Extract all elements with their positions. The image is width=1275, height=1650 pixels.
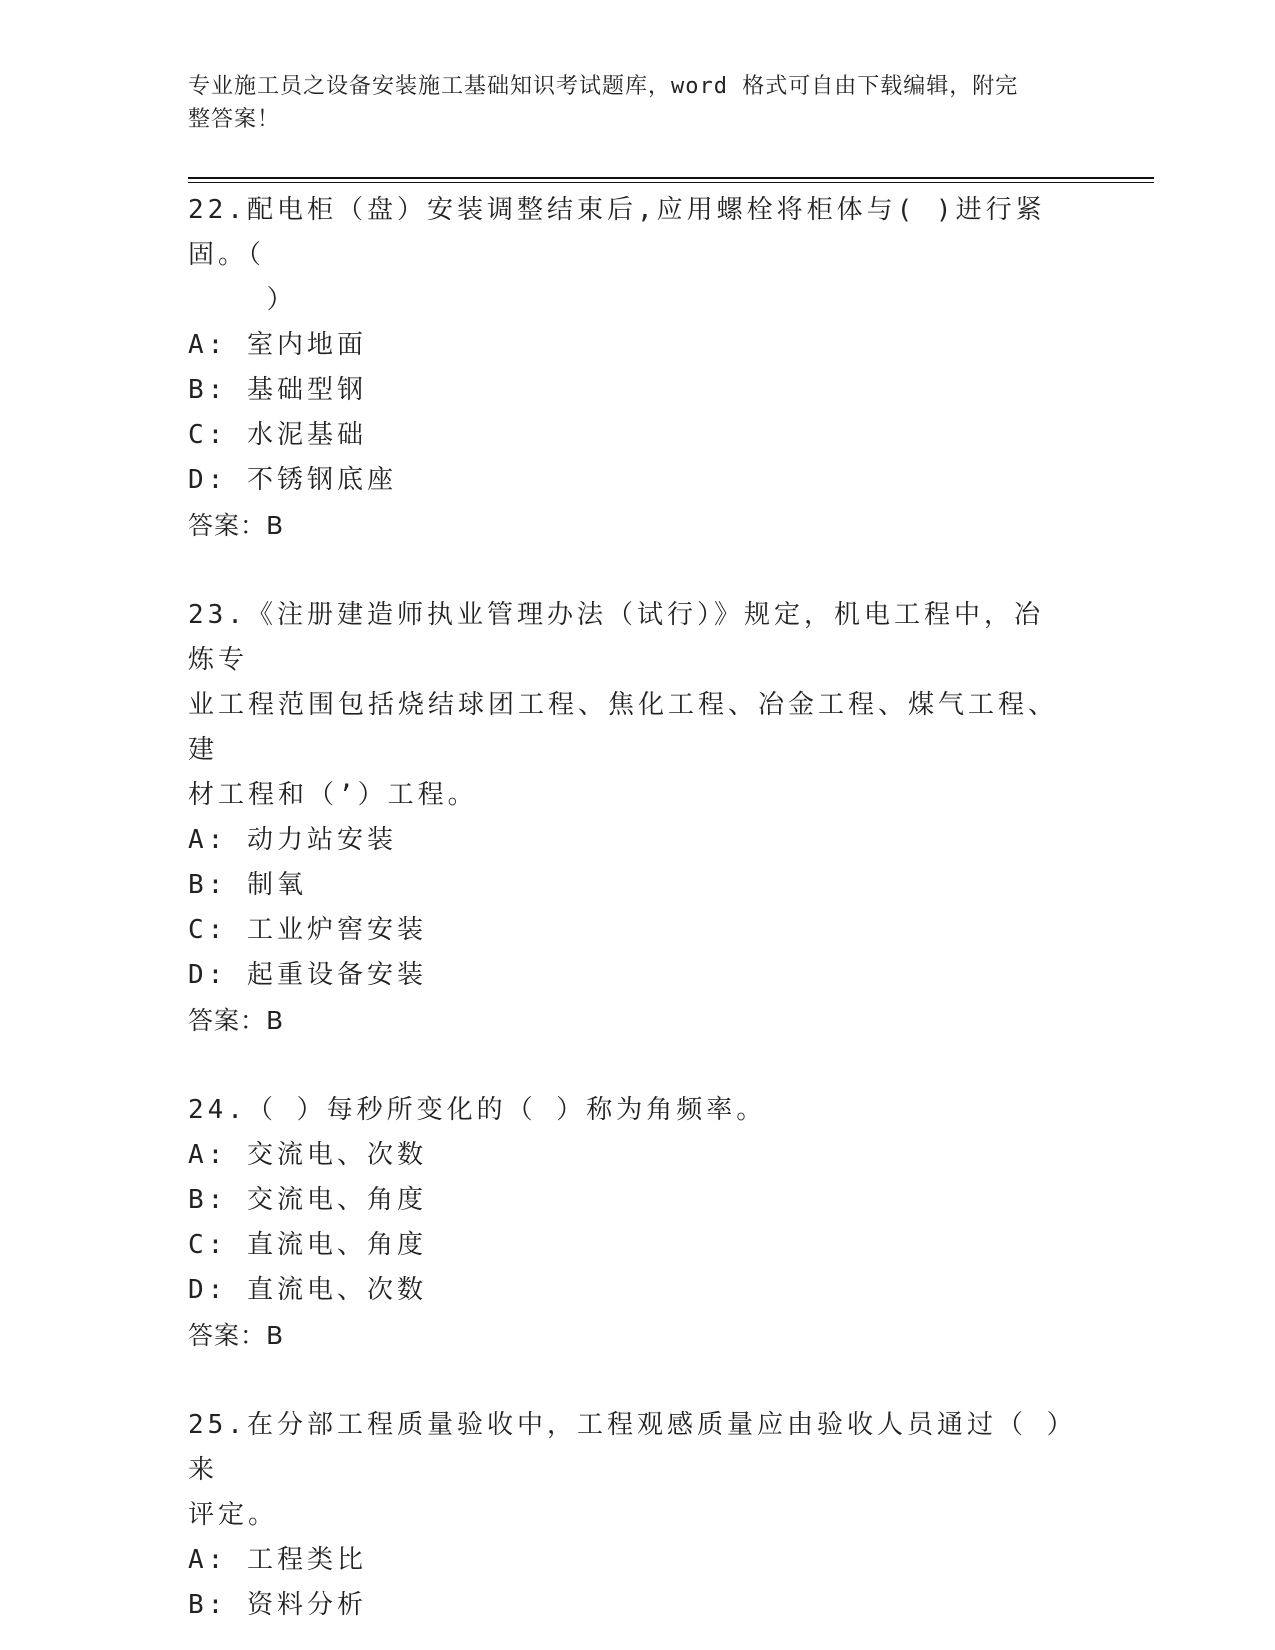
- option-b: B: 资料分析: [188, 1590, 367, 1620]
- option-b: B: 基础型钢: [188, 375, 367, 405]
- option-c: C: 直流电、角度: [188, 1230, 427, 1260]
- question-text: 24.（ ）每秒所变化的（ ）称为角频率。: [188, 1095, 767, 1125]
- option-c: C: 工业炉窖安装: [188, 915, 427, 945]
- option-c: C: 水泥基础: [188, 420, 367, 450]
- question-text: 25.在分部工程质量验收中，工程观感质量应由验收人员通过（ ）来: [188, 1410, 1064, 1485]
- question-23: [188, 593, 1068, 1043]
- option-d: D: 直流电、次数: [188, 1275, 427, 1305]
- option-b: B: 交流电、角度: [188, 1185, 427, 1215]
- option-d: D: 起重设备安装: [188, 960, 427, 990]
- option-a: A: 工程类比: [188, 1545, 367, 1575]
- option-a: A: 室内地面: [188, 330, 367, 360]
- question-text-continued: 评定。: [188, 1500, 279, 1530]
- question-22: [188, 188, 1068, 548]
- answer: 答案：B: [188, 1321, 285, 1350]
- spacer: [188, 1043, 1068, 1088]
- header-line-2: 整答案！: [188, 107, 281, 132]
- question-list: [188, 188, 1068, 1628]
- question-text: 23.《注册建造师执业管理办法（试行）》规定，机电工程中，冶炼专: [188, 600, 1044, 675]
- option-a: A: 动力站安装: [188, 825, 397, 855]
- option-a: A: 交流电、次数: [188, 1140, 427, 1170]
- question-24: [188, 1088, 1068, 1358]
- answer: 答案：B: [188, 1006, 285, 1035]
- spacer: [188, 1358, 1068, 1403]
- option-d: D: 不锈钢底座: [188, 465, 397, 495]
- spacer: [188, 548, 1068, 593]
- header-divider-thick: [188, 177, 1154, 179]
- question-text-continued-2: 材工程和（’）工程。: [188, 780, 478, 810]
- header-line-1: 专业施工员之设备安装施工基础知识考试题库，word 格式可自由下载编辑，附完: [188, 74, 1019, 99]
- question-text: 22.配电柜（盘）安装调整结束后,应用螺栓将柜体与( )进行紧固。（: [188, 195, 1046, 270]
- option-b: B: 制氧: [188, 870, 307, 900]
- answer: 答案：B: [188, 511, 285, 540]
- question-25: [188, 1403, 1068, 1628]
- question-text-continued: 业工程范围包括烧结球团工程、焦化工程、冶金工程、煤气工程、建: [188, 690, 1059, 765]
- document-header: [188, 70, 1068, 136]
- question-text-continued: ）: [188, 285, 297, 315]
- header-divider-thin: [188, 182, 1154, 183]
